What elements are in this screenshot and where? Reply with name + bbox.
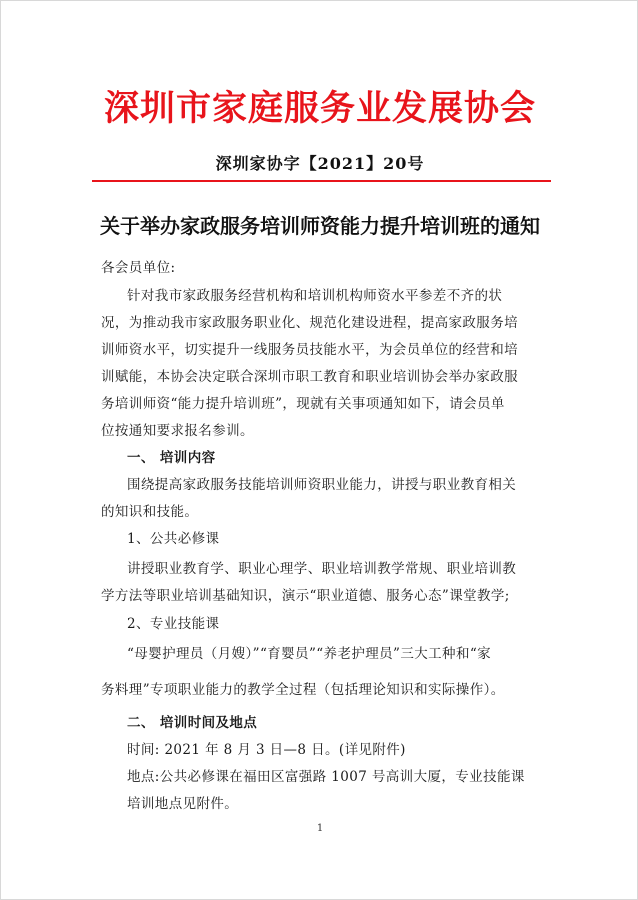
document-number: 深圳家协字【2021】20号 xyxy=(215,154,425,173)
public-course-line: 学方法等职业培训基础知识，演示“职业道德、服务心态”课堂教学; xyxy=(101,588,510,604)
salutation: 各会员单位: xyxy=(101,260,176,276)
section-heading-training-content: 一、 培训内容 xyxy=(127,450,216,466)
red-divider-line xyxy=(92,180,551,182)
public-course-line: 讲授职业教育学、职业心理学、职业培训教学常规、职业培训教 xyxy=(127,561,517,577)
training-location-line: 地点:公共必修课在福田区富强路 1007 号高训大厦，专业技能课 xyxy=(127,769,525,785)
page-number: 1 xyxy=(316,823,324,834)
intro-line: 针对我市家政服务经营机构和培训机构师资水平参差不齐的状 xyxy=(127,288,503,304)
subsection-label-public-course: 1、公共必修课 xyxy=(127,531,220,547)
intro-line: 位按通知要求报名参训。 xyxy=(101,423,254,439)
skills-course-line: “母婴护理员（月嫂）”“育婴员”“养老护理员”三大工种和“家 xyxy=(127,646,492,662)
subsection-label-skills-course: 2、专业技能课 xyxy=(127,616,220,632)
intro-line: 务培训师资“能力提升培训班”，现就有关事项通知如下，请会员单 xyxy=(101,396,505,412)
section1-body-line: 围绕提高家政服务技能培训师资职业能力，讲授与职业教育相关 xyxy=(127,477,517,493)
notice-title: 关于举办家政服务培训师资能力提升培训班的通知 xyxy=(100,214,540,238)
skills-course-line: 务料理”专项职业能力的教学全过程（包括理论知识和实际操作）。 xyxy=(101,682,505,698)
training-location-line: 培训地点见附件。 xyxy=(127,796,239,812)
intro-line: 训赋能，本协会决定联合深圳市职工教育和职业培训协会举办家政服 xyxy=(101,369,518,385)
intro-line: 况，为推动我市家政服务职业化、规范化建设进程，提高家政服务培 xyxy=(101,315,518,331)
intro-line: 训师资水平，切实提升一线服务员技能水平，为会员单位的经营和培 xyxy=(101,342,518,358)
training-time: 时间: 2021 年 8 月 3 日—8 日。(详见附件) xyxy=(127,742,406,758)
section1-body-line: 的知识和技能。 xyxy=(101,504,199,520)
section-heading-time-location: 二、 培训时间及地点 xyxy=(127,715,258,731)
organization-name-header: 深圳市家庭服务业发展协会 xyxy=(103,88,536,129)
